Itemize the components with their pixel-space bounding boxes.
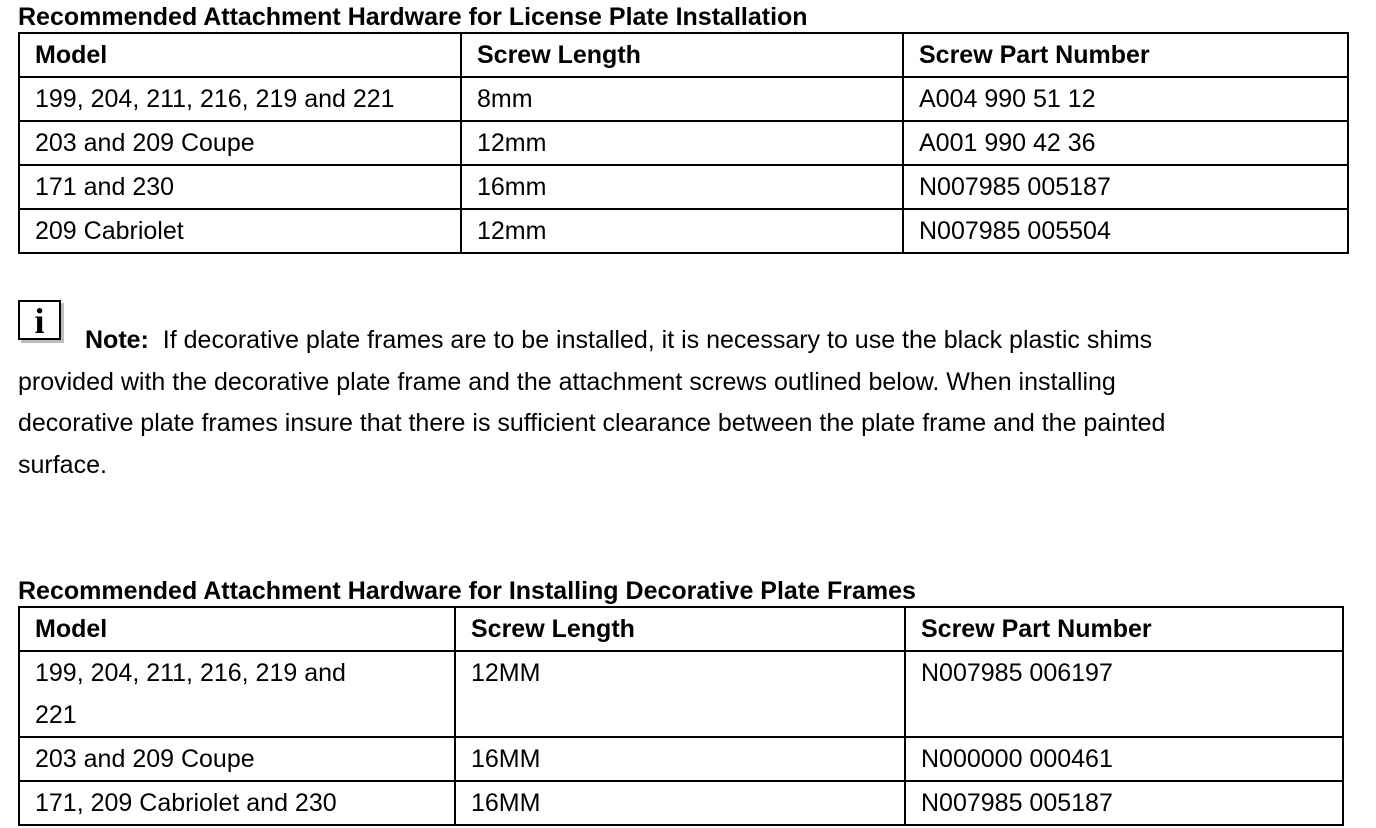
model-cell: 209 Cabriolet xyxy=(19,209,461,253)
model-cell: 203 and 209 Coupe xyxy=(19,737,455,781)
part-number-cell: A004 990 51 12 xyxy=(903,77,1348,121)
column-header-model: Model xyxy=(19,33,461,77)
part-number-cell: N007985 005187 xyxy=(903,165,1348,209)
table-row xyxy=(19,209,1348,253)
table-row xyxy=(19,121,1348,165)
note-line: provided with the decorative plate frame and the attachment screws outlined below. When installing xyxy=(18,367,1116,396)
column-header-model: Model xyxy=(19,607,455,651)
part-number-cell: N007985 006197 xyxy=(905,651,1343,737)
column-header-screw-part-number: Screw Part Number xyxy=(903,33,1348,77)
column-header-screw-part-number: Screw Part Number xyxy=(905,607,1343,651)
table-row xyxy=(19,781,1343,825)
column-header-screw-length: Screw Length xyxy=(455,607,905,651)
note-line xyxy=(18,320,1338,362)
screw-length-cell: 12mm xyxy=(461,209,903,253)
screw-length-cell: 12mm xyxy=(461,121,903,165)
model-cell: 199, 204, 211, 216, 219 and 221 xyxy=(19,651,455,737)
note-line: decorative plate frames insure that there is sufficient clearance between the plate frame and the painted xyxy=(18,409,1166,437)
note-paragraph xyxy=(18,300,1338,486)
screw-length-cell: 16MM xyxy=(455,781,905,825)
info-icon: i xyxy=(18,300,61,340)
license-plate-hardware-table xyxy=(18,32,1349,254)
license-plate-hardware-title: Recommended Attachment Hardware for License Plate Installation xyxy=(18,3,808,31)
part-number-cell: N000000 000461 xyxy=(905,737,1343,781)
model-cell: 199, 204, 211, 216, 219 and 221 xyxy=(19,77,461,121)
model-cell: 171, 209 Cabriolet and 230 xyxy=(19,781,455,825)
part-number-cell: N007985 005187 xyxy=(905,781,1343,825)
note-label: Note: xyxy=(85,326,149,354)
screw-length-cell: 16mm xyxy=(461,165,903,209)
screw-length-cell: 16MM xyxy=(455,737,905,781)
model-cell: 171 and 230 xyxy=(19,165,461,209)
table-row xyxy=(19,651,1343,737)
table-header-row xyxy=(19,33,1348,77)
table-header-row xyxy=(19,607,1343,651)
screw-length-cell: 8mm xyxy=(461,77,903,121)
part-number-cell: N007985 005504 xyxy=(903,209,1348,253)
part-number-cell: A001 990 42 36 xyxy=(903,121,1348,165)
table-row xyxy=(19,737,1343,781)
decorative-frame-hardware-title: Recommended Attachment Hardware for Installing Decorative Plate Frames xyxy=(18,577,916,605)
decorative-frame-hardware-table xyxy=(18,606,1344,826)
table-row xyxy=(19,77,1348,121)
note-text: If decorative plate frames are to be installed, it is necessary to use the black plastic shims xyxy=(162,326,1153,354)
column-header-screw-length: Screw Length xyxy=(461,33,903,77)
screw-length-cell: 12MM xyxy=(455,651,905,737)
model-cell: 203 and 209 Coupe xyxy=(19,121,461,165)
note-line: surface. xyxy=(18,450,107,479)
table-row xyxy=(19,165,1348,209)
